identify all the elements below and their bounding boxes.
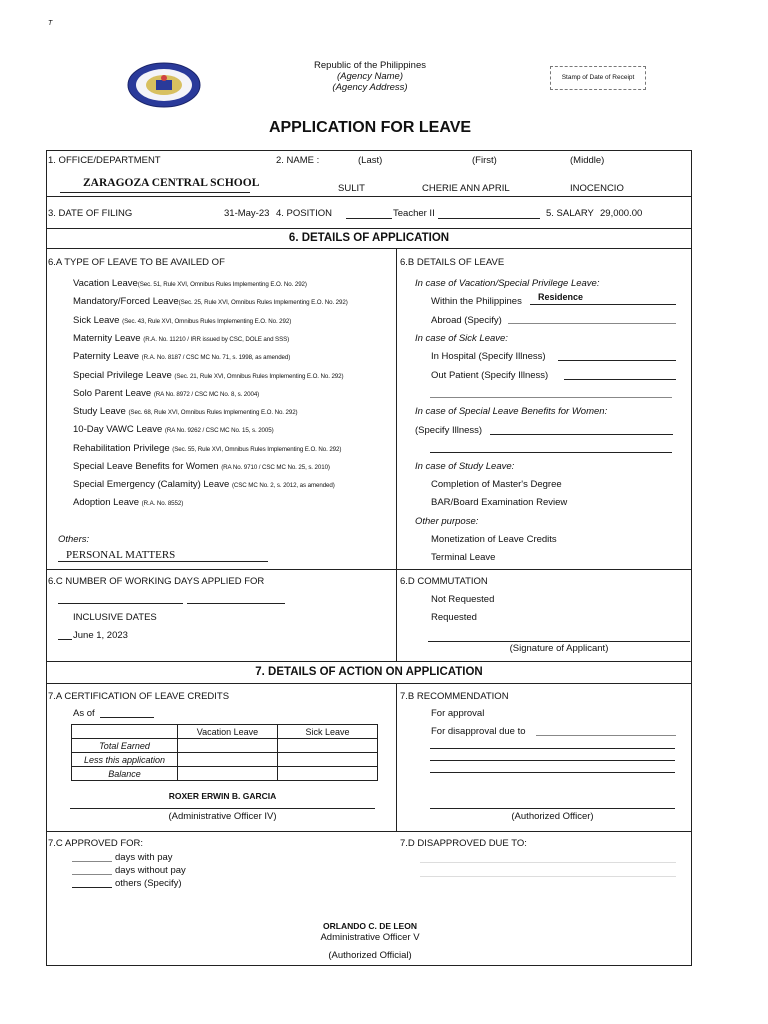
republic-text: Republic of the Philippines [314,60,426,71]
leave-type-option[interactable] [73,406,298,417]
leave-type-option[interactable] [73,370,343,381]
leave-type-option[interactable] [73,388,259,399]
middle-name-value: INOCENCIO [570,183,624,194]
corner-mark: T [48,20,53,27]
s6d-label: 6.D COMMUTATION [400,576,488,587]
certifying-officer-title: (Administrative Officer IV) [168,811,277,822]
leave-type-name: Solo Parent Leave [73,388,154,399]
s6a-label: 6.A TYPE OF LEAVE TO BE AVAILED OF [48,257,225,268]
requested-option[interactable]: Requested [431,612,477,623]
row-less-application: Less this application [72,753,178,767]
leave-type-option[interactable] [73,315,291,326]
vacation-heading: In case of Vacation/Special Privilege Leave: [415,278,600,289]
authorized-officer-label: (Authorized Officer) [511,811,594,822]
within-philippines-option[interactable]: Within the Philippines [431,296,522,307]
col-sick: Sick Leave [278,725,378,739]
approving-official-title: Administrative Officer V [320,932,420,943]
leave-type-name: Special Privilege Leave [73,370,175,381]
leave-type-reference: (R.A. No. 8552) [141,500,184,507]
section-6-title: 6. DETAILS OF APPLICATION [288,232,450,244]
leave-type-reference: (R.A. No. 8187 / CSC MC No. 71, s. 1998, as amended) [141,354,291,361]
last-name-value: SULIT [338,183,365,194]
agency-name: (Agency Name) [337,71,403,82]
leave-type-reference: (RA No. 9710 / CSC MC No. 25, s. 2010) [221,464,330,471]
days-without-pay-label: days without pay [115,865,186,876]
specify-illness-label: (Specify Illness) [415,425,483,436]
terminal-leave-option[interactable]: Terminal Leave [431,552,496,563]
leave-type-name: Maternity Leave [73,333,144,344]
last-label: (Last) [358,155,383,166]
others-label: Others: [58,534,90,545]
leave-type-option[interactable] [73,497,183,508]
leave-type-reference: (Sec. 68, Rule XVI, Omnibus Rules Implementing E.O. No. 292) [128,409,298,416]
leave-type-name: Sick Leave [73,315,123,326]
s6c-label: 6.C NUMBER OF WORKING DAYS APPLIED FOR [48,576,265,587]
s7b-label: 7.B RECOMMENDATION [400,691,509,702]
office-value: ZARAGOZA CENTRAL SCHOOL [83,177,260,189]
abroad-option[interactable]: Abroad (Specify) [431,315,502,326]
first-name-value: CHERIE ANN APRIL [422,183,510,194]
leave-type-name: Rehabilitation Privilege [73,443,173,454]
out-patient-option[interactable]: Out Patient (Specify Illness) [431,370,549,381]
s7a-label: 7.A CERTIFICATION OF LEAVE CREDITS [48,691,230,702]
other-purpose-heading: Other purpose: [415,516,479,527]
leave-type-reference: (Sec. 55, Rule XVI, Omnibus Rules Implementing E.O. No. 292) [172,446,342,453]
for-approval-option[interactable]: For approval [431,708,485,719]
s7d-label: 7.D DISAPPROVED DUE TO: [400,838,527,849]
applicant-signature-label: (Signature of Applicant) [509,643,609,654]
leave-type-name: Mandatory/Forced Leave [73,296,179,307]
others-value: PERSONAL MATTERS [66,549,176,561]
in-hospital-option[interactable]: In Hospital (Specify Illness) [431,351,546,362]
for-disapproval-option[interactable]: For disapproval due to [431,726,526,737]
salary-label: 5. SALARY [546,208,594,219]
s6b-label: 6.B DETAILS OF LEAVE [400,257,505,268]
study-heading: In case of Study Leave: [415,461,515,472]
position-label: 4. POSITION [276,208,332,219]
leave-type-reference: (CSC MC No. 2, s. 2012, as amended) [231,482,335,489]
women-heading: In case of Special Leave Benefits for Women: [415,406,608,417]
receipt-stamp-box [550,66,646,90]
position-value: Teacher II [393,208,435,219]
leave-type-reference: (Sec. 43, Rule XVI, Omnibus Rules Implementing E.O. No. 292) [122,318,292,325]
leave-type-option[interactable] [73,443,341,454]
approving-official-name: ORLANDO C. DE LEON [323,921,417,931]
leave-type-name: Adoption Leave [73,497,142,508]
inclusive-dates-label: INCLUSIVE DATES [73,612,157,623]
as-of-label: As of [73,708,95,719]
agency-address: (Agency Address) [332,82,408,93]
certifying-officer-name: ROXER ERWIN B. GARCIA [168,791,277,801]
sick-heading: In case of Sick Leave: [415,333,508,344]
office-label: 1. OFFICE/DEPARTMENT [48,155,161,166]
not-requested-option[interactable]: Not Requested [431,594,495,605]
row-balance: Balance [72,767,178,781]
leave-type-reference: (Sec. 51, Rule XVI, Omnibus Rules Implementing E.O. No. 292) [137,281,307,288]
col-vacation: Vacation Leave [178,725,278,739]
filing-value: 31-May-23 [224,208,270,219]
leave-type-option[interactable] [73,351,290,362]
stamp-label: Stamp of Date of Receipt [561,74,635,81]
leave-type-option[interactable] [73,424,274,435]
middle-label: (Middle) [570,155,605,166]
name-label: 2. NAME : [276,155,320,166]
salary-value: 29,000.00 [600,208,643,219]
monetization-option[interactable]: Monetization of Leave Credits [431,534,557,545]
leave-type-name: Special Emergency (Calamity) Leave [73,479,232,490]
within-value: Residence [538,292,584,302]
days-with-pay-label: days with pay [115,852,173,863]
leave-type-option[interactable] [73,296,348,307]
leave-type-name: Paternity Leave [73,351,142,362]
leave-type-option[interactable] [73,278,307,289]
leave-type-reference: (Sec. 25, Rule XVI, Omnibus Rules Implementing E.O. No. 292) [178,299,348,306]
s7c-label: 7.C APPROVED FOR: [48,838,144,849]
leave-type-reference: (RA No. 8972 / CSC MC No. 8, s. 2004) [153,391,260,398]
leave-type-reference: (R.A. No. 11210 / IRR issued by CSC, DOLE and SSS) [143,336,290,343]
page-title: APPLICATION FOR LEAVE [268,119,472,136]
masters-option[interactable]: Completion of Master's Degree [431,479,562,490]
leave-type-option[interactable] [73,333,289,344]
leave-type-name: Vacation Leave [73,278,138,289]
leave-type-reference: (Sec. 21, Rule XVI, Omnibus Rules Implementing E.O. No. 292) [174,373,344,380]
leave-credits-table [71,724,378,781]
authorized-official-label: (Authorized Official) [328,950,412,961]
leave-type-name: 10-Day VAWC Leave [73,424,165,435]
deped-seal-icon [126,62,202,108]
leave-type-option[interactable] [73,461,330,472]
inclusive-dates-value: June 1, 2023 [73,630,128,641]
leave-type-name: Study Leave [73,406,129,417]
others-specify-label: others (Specify) [115,878,182,889]
row-total-earned: Total Earned [72,739,178,753]
leave-type-reference: (RA No. 9262 / CSC MC No. 15, s. 2005) [164,427,274,434]
section-7-title: 7. DETAILS OF ACTION ON APPLICATION [255,666,483,678]
first-label: (First) [472,155,497,166]
filing-label: 3. DATE OF FILING [48,208,133,219]
leave-type-name: Special Leave Benefits for Women [73,461,222,472]
bar-review-option[interactable]: BAR/Board Examination Review [431,497,568,508]
leave-type-option[interactable] [73,479,335,490]
